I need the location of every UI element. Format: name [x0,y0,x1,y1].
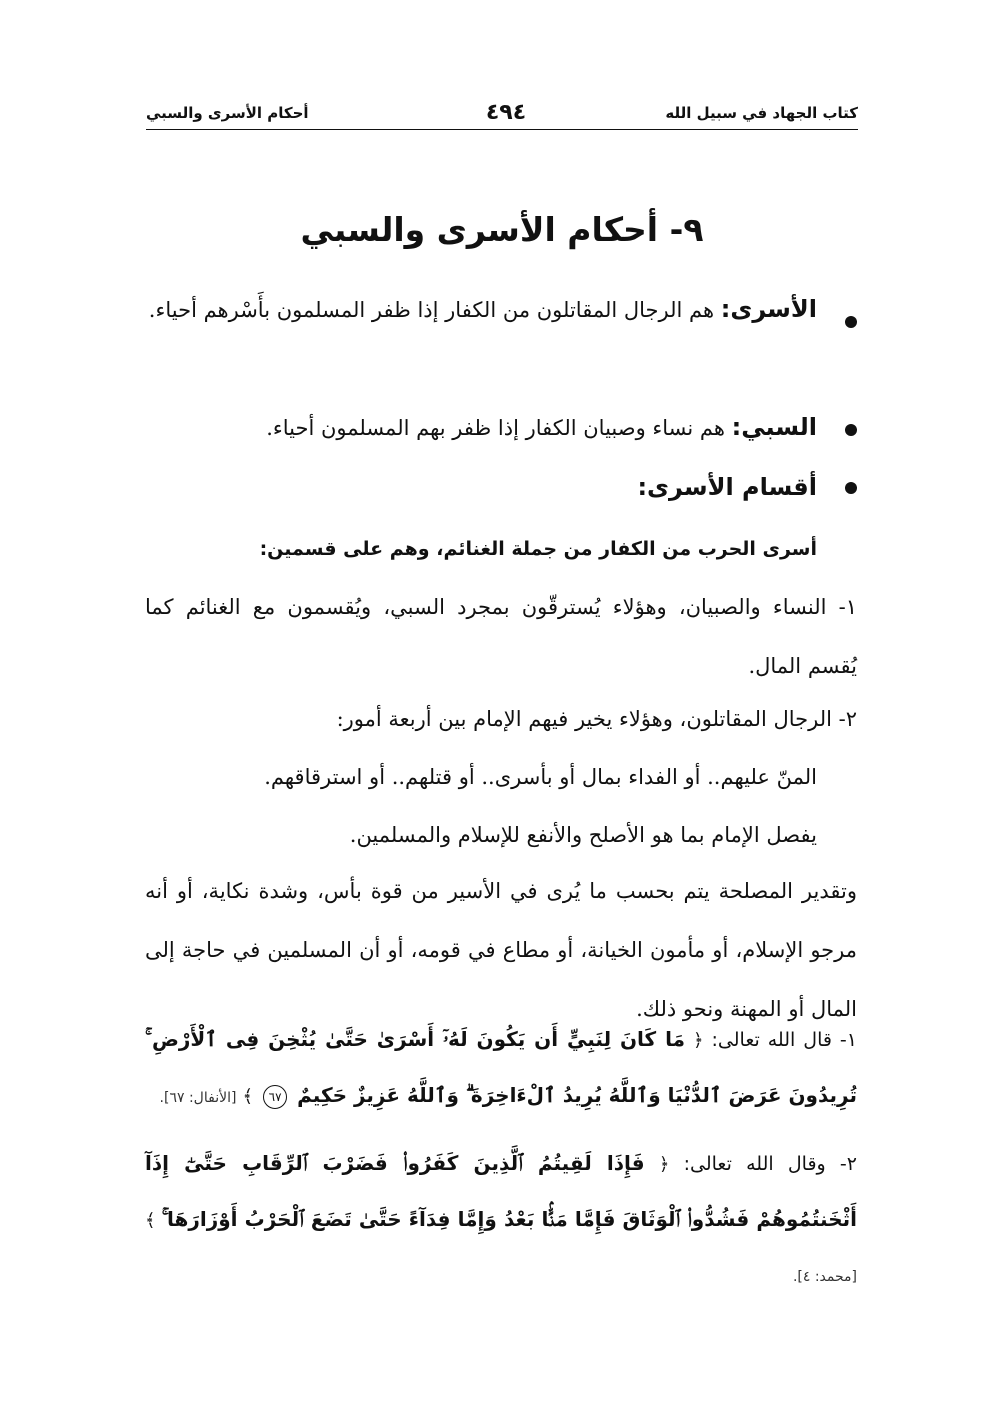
definition-term: السبي: [731,413,817,441]
ayah-number-marker: ٦٧ [263,1085,287,1109]
book-title: كتاب الجهاد في سبيل الله [665,104,858,122]
list-item: ١- النساء والصبيان، وهؤلاء يُسترقّون بمجرد السبي، ويُقسمون مع الغنائم كما يُقسم المال. [145,595,857,678]
verse-intro: ١- قال الله تعالى: [711,1029,857,1051]
estimation-paragraph: وتقدير المصلحة يتم بحسب ما يُرى في الأسير من قوة بأس، وشدة نكاية، أو أنه مرجو الإسلام، أو مأمون الخيانة، أو مطاع في قومه، أو أن المسلمين في حاجة إلى المال أو المهنة ونحو ذلك. [145,879,857,1021]
ornate-bracket-open: ﴿ [658,1154,670,1175]
header-rule [146,129,858,130]
bullet-icon [845,316,857,328]
verse-citation [145,1136,857,1304]
subheading [145,519,817,579]
bullet-icon [845,424,857,436]
decision-line: يفصل الإمام بما هو الأصلح والأنفع للإسلام والمسلمين. [349,823,817,847]
verse-reference: [محمد: ٤]. [792,1269,857,1285]
definition-term: الأسرى: [720,295,817,323]
ornate-bracket-close: ﴾ [242,1086,254,1107]
verse-citation [145,1012,857,1125]
page-number: ٤٩٤ [485,100,527,125]
definition-categories [145,458,817,518]
bullet-icon [845,482,857,494]
section-title: ٩- أحكام الأسرى والسبي [300,210,704,249]
definition-text: هم نساء وصبيان الكفار إذا ظفر بهم المسلمون أحياء. [266,416,725,440]
ornate-bracket-open: ﴿ [692,1030,704,1051]
verse-reference: [الأنفال: ٦٧]. [159,1090,237,1106]
running-header [146,102,858,130]
subheading-text: أسرى الحرب من الكفار من جملة الغنائم، وهم على قسمين: [259,538,817,560]
options-line: المنّ عليهم.. أو الفداء بمال أو بأسرى.. أو قتلهم.. أو استرقاقهم. [264,765,817,789]
definition-sabi [145,398,817,458]
definition-text: هم الرجال المقاتلون من الكفار إذا ظفر المسلمون بأَسْرهم أحياء. [148,298,715,322]
chapter-title: أحكام الأسرى والسبي [146,104,309,122]
verse-text: مَا كَانَ لِنَبِيٍّ أَن يَكُونَ لَهُۥٓ أَسْرَىٰ حَتَّىٰ يُثْخِنَ فِى ٱلْأَرْضِ ۚ تُرِيدُونَ عَرَضَ ٱلدُّنْيَا وَٱللَّهُ يُرِيدُ ٱلْءَاخِرَةَ ۗ وَٱللَّهُ عَزِيزٌ حَكِيمٌ [145,1027,857,1107]
definition-captives [145,280,817,340]
verse-text: فَإِذَا لَقِيتُمُ ٱلَّذِينَ كَفَرُوا۟ فَضَرْبَ ٱلرِّقَابِ حَتَّىٰٓ إِذَآ أَثْخَنتُمُوهُمْ فَشُدُّوا۟ ٱلْوَثَاقَ فَإِمَّا مَنًّۢا بَعْدُ وَإِمَّا فِدَآءً حَتَّىٰ تَضَعَ ٱلْحَرْبُ أَوْزَارَهَا ۚ [145,1151,857,1231]
definition-term: أقسام الأسرى: [637,473,817,501]
ornate-bracket-close: ﴾ [145,1210,156,1231]
list-item: ٢- الرجال المقاتلون، وهؤلاء يخير فيهم الإمام بين أربعة أمور: [336,707,857,731]
verse-intro: ٢- وقال الله تعالى: [683,1153,857,1175]
